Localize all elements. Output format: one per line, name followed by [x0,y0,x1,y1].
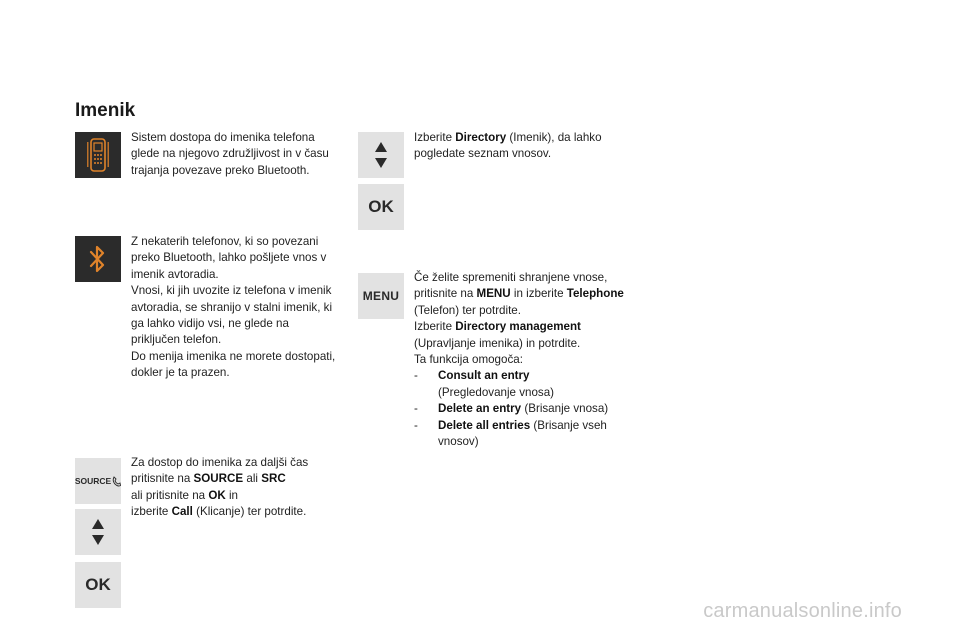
ok-button-right[interactable] [358,184,404,230]
bluetooth-icon [88,244,108,274]
bluetooth-paragraph-2: Vnosi, ki jih uvozite iz telefona v imenik avtoradia, se shranijo v stalni imenik, ki ga lahko vidijo vsi, ne glede na priključen telefon. [131,284,333,347]
telephone-keyword: Telephone [566,287,624,301]
call-keyword: Call [171,505,193,519]
source-paragraph [131,455,341,521]
menu-paragraph-2 [414,319,628,352]
bluetooth-paragraph-3: Do menija imenika ne morete dostopati, dokler je ta prazen. [131,349,336,380]
directory-text [414,130,626,163]
telephone-rest: (Telefon) ter potrdite. [414,303,521,317]
source-text-l2: ali pritisnite na [131,488,206,502]
source-button[interactable] [75,458,121,504]
delete-entry-keyword: Delete an entry [438,402,522,416]
directory-paragraph [414,130,626,163]
phone-icon-box [75,132,121,178]
menu-button-label: MENU [362,289,400,303]
list-dash: - [414,369,418,383]
source-text-l1: Za dostop do imenika za daljši čas pritisnite na [131,456,309,486]
ok-button-label: OK [368,197,394,216]
menu-in-izberite: in izberite [513,287,564,301]
list-item [414,368,628,401]
menu-intro: Če želite spremeniti shranjene vnose, pritisnite na [414,271,608,301]
arrow-up-icon [92,519,104,529]
src-keyword: SRC [261,472,286,486]
menu-keyword: MENU [476,287,511,301]
up-down-arrows-button-right[interactable] [358,132,404,178]
delete-entry-rest: (Brisanje vnosa) [524,402,609,416]
arrow-up-icon [375,142,387,152]
up-down-arrows-button[interactable] [75,509,121,555]
source-text-ali: ali [246,472,258,486]
source-keyword: SOURCE [193,472,244,486]
source-text-l2b: in [228,488,238,502]
list-dash: - [414,418,418,432]
function-intro: Ta funkcija omogoča: [414,353,523,367]
directory-rest: (Imenik), da lahko pogledate seznam vnosov. [414,131,602,161]
dir-mgmt-rest: (Upravljanje imenika) in potrdite. [414,336,581,350]
watermark: carmanualsonline.info [703,600,902,622]
directory-management-keyword: Directory management [455,320,581,334]
phone-handset-icon [112,476,121,487]
intro-paragraph: Sistem dostopa do imenika telefona glede na njegovo združljivost in v času trajanja povezave preko Bluetooth. [131,131,329,177]
ok-button-label: OK [85,575,111,594]
bluetooth-text [131,234,339,382]
directory-izberite: Izberite [414,131,453,144]
source-text-l3b: (Klicanje) ter potrdite. [196,505,307,519]
menu-text [414,270,628,450]
bluetooth-icon-box [75,236,121,282]
directory-keyword: Directory [455,131,507,144]
function-list [414,368,628,450]
delete-all-entries-rest: (Brisanje vseh vnosov) [438,418,607,449]
arrow-down-icon [375,158,387,168]
intro-text [131,130,331,179]
source-text [131,455,341,521]
ok-keyword: OK [208,488,226,502]
bluetooth-paragraph-1: Z nekaterih telefonov, ki so povezani preko Bluetooth, lahko pošljete vnos v imenik avtoradia. [131,235,327,281]
source-text-l3: izberite [131,505,169,519]
consult-entry-keyword: Consult an entry [438,369,530,383]
source-button-label [75,476,121,487]
menu-button[interactable] [358,273,404,319]
list-dash: - [414,402,418,416]
list-item [414,401,628,417]
page-title: Imenik [75,100,136,121]
arrow-down-icon [92,535,104,545]
consult-entry-rest: (Pregledovanje vnosa) [438,385,555,399]
dir-mgmt-izberite: Izberite [414,320,453,334]
delete-all-entries-keyword: Delete all entries [438,418,531,432]
source-label: SOURCE [74,476,112,486]
list-item [414,418,628,451]
ok-button[interactable] [75,562,121,608]
menu-paragraph-1 [414,270,628,319]
mobile-phone-icon [87,138,109,172]
